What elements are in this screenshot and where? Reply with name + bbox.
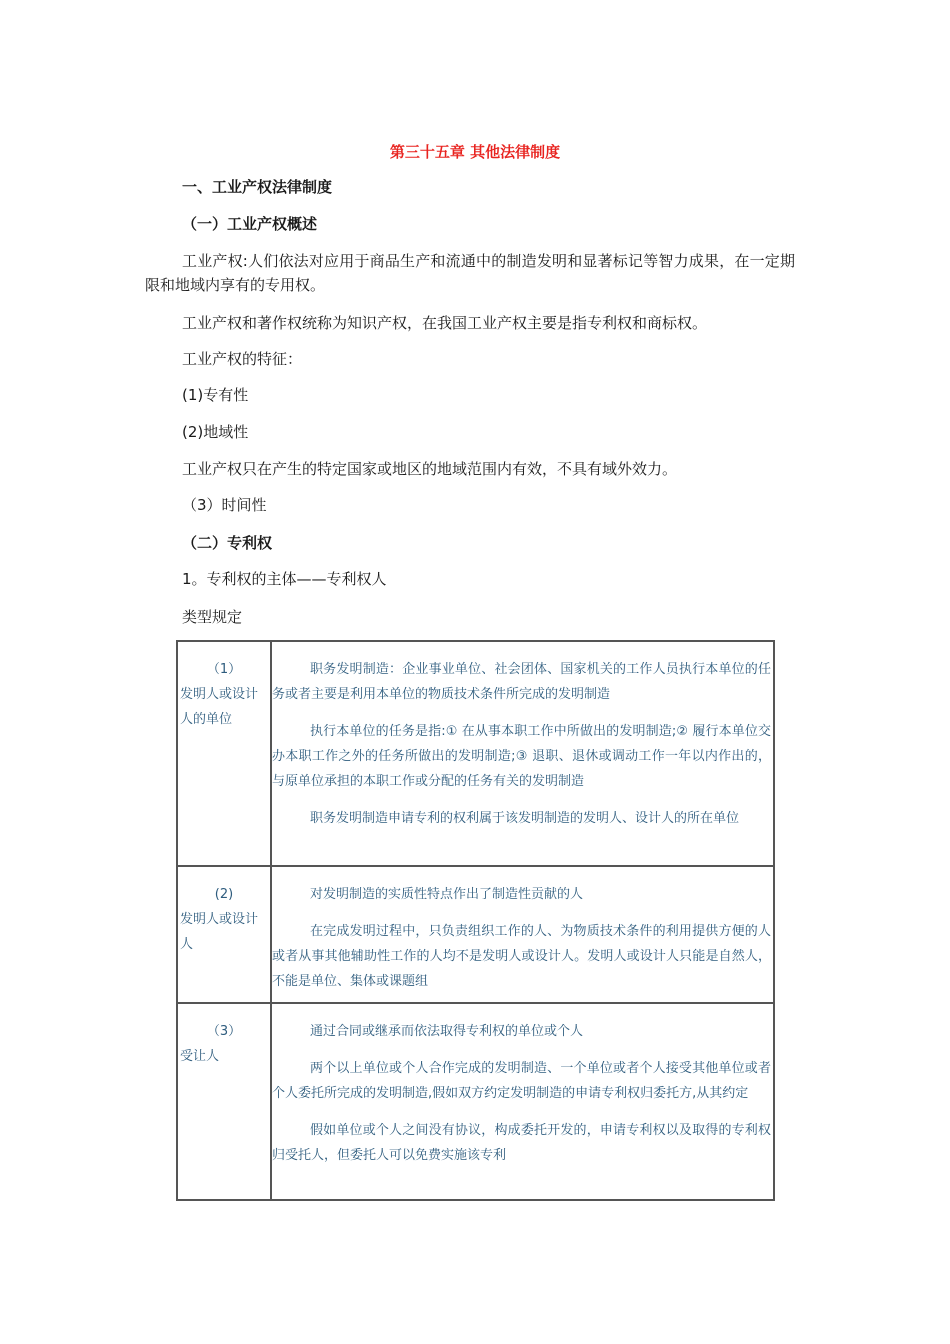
row-number: （1） [206,662,242,677]
table-row [178,1002,773,1199]
row-rule-cell [270,642,773,865]
row-type-cell [178,642,270,865]
row-type-cell [178,1002,270,1199]
feature-exclusivity: (1)专有性 [182,386,249,404]
feature-territoriality: (2)地域性 [182,423,249,441]
paragraph-definition: 工业产权:人们依法对应用于商品生产和流通中的制造发明和显著标记等智力成果，在一定期限和地域内享有的专用权。 [145,252,795,294]
row-number: （3） [206,1024,242,1039]
rule-paragraph: 两个以上单位或个人合作完成的发明制造、一个单位或者个人接受其他单位或者个人委托所完成的发明制造,假如双方约定发明制造的申请专利权归委托方,从其约定 [272,1061,771,1101]
rule-paragraph: 执行本单位的任务是指:① 在从事本职工作中所做出的发明制造;② 履行本单位交办本职工作之外的任务所做出的发明制造;③ 退职、退休或调动工作一年以内作出的，与原单位承担的本职工作或分配的任务有关的发明制造 [272,724,771,789]
feature-time-limit: （3）时间性 [182,496,267,514]
row-type-label: 受让人 [180,1049,220,1064]
row-number: (2) [214,887,234,902]
table-row [178,642,773,865]
rule-paragraph: 在完成发明过程中，只负责组织工作的人、为物质技术条件的利用提供方便的人或者从事其他辅助性工作的人均不是发明人或设计人。发明人或设计人只能是自然人，不能是单位、集体或课题组 [272,924,771,989]
paragraph-features-intro: 工业产权的特征： [182,350,303,368]
subsection-heading-patent: （二）专利权 [182,534,273,552]
rule-paragraph: 假如单位或个人之间没有协议，构成委托开发的，申请专利权以及取得的专利权归受托人，但委托人可以免费实施该专利 [272,1123,771,1163]
paragraph-territoriality: 工业产权只在产生的特定国家或地区的地域范围内有效，不具有域外效力。 [182,460,678,478]
table-caption: 类型规定 [182,608,243,626]
subsection-heading-overview: （一）工业产权概述 [182,215,318,233]
row-type-cell [178,865,270,1002]
paragraph-ip-scope: 工业产权和著作权统称为知识产权，在我国工业产权主要是指专利权和商标权。 [182,314,708,332]
row-rule-cell [270,1002,773,1199]
row-type-label: 发明人或设计人 [180,912,259,952]
table-row [178,865,773,1002]
patent-subject-item: 1。专利权的主体——专利权人 [182,570,387,588]
rule-paragraph: 对发明制造的实质性特点作出了制造性贡献的人 [310,887,584,902]
section-heading: 一、工业产权法律制度 [182,178,333,196]
row-type-label: 发明人或设计人的单位 [180,687,259,727]
rule-paragraph: 职务发明制造：企业事业单位、社会团体、国家机关的工作人员执行本单位的任务或者主要是利用本单位的物质技术条件所完成的发明制造 [272,662,771,702]
row-rule-cell [270,865,773,1002]
chapter-title: 第三十五章 其他法律制度 [389,143,561,161]
patent-holder-table [176,640,775,1201]
rule-paragraph: 通过合同或继承而依法取得专利权的单位或个人 [310,1024,584,1039]
rule-paragraph: 职务发明制造申请专利的权利属于该发明制造的发明人、设计人的所在单位 [310,811,740,826]
